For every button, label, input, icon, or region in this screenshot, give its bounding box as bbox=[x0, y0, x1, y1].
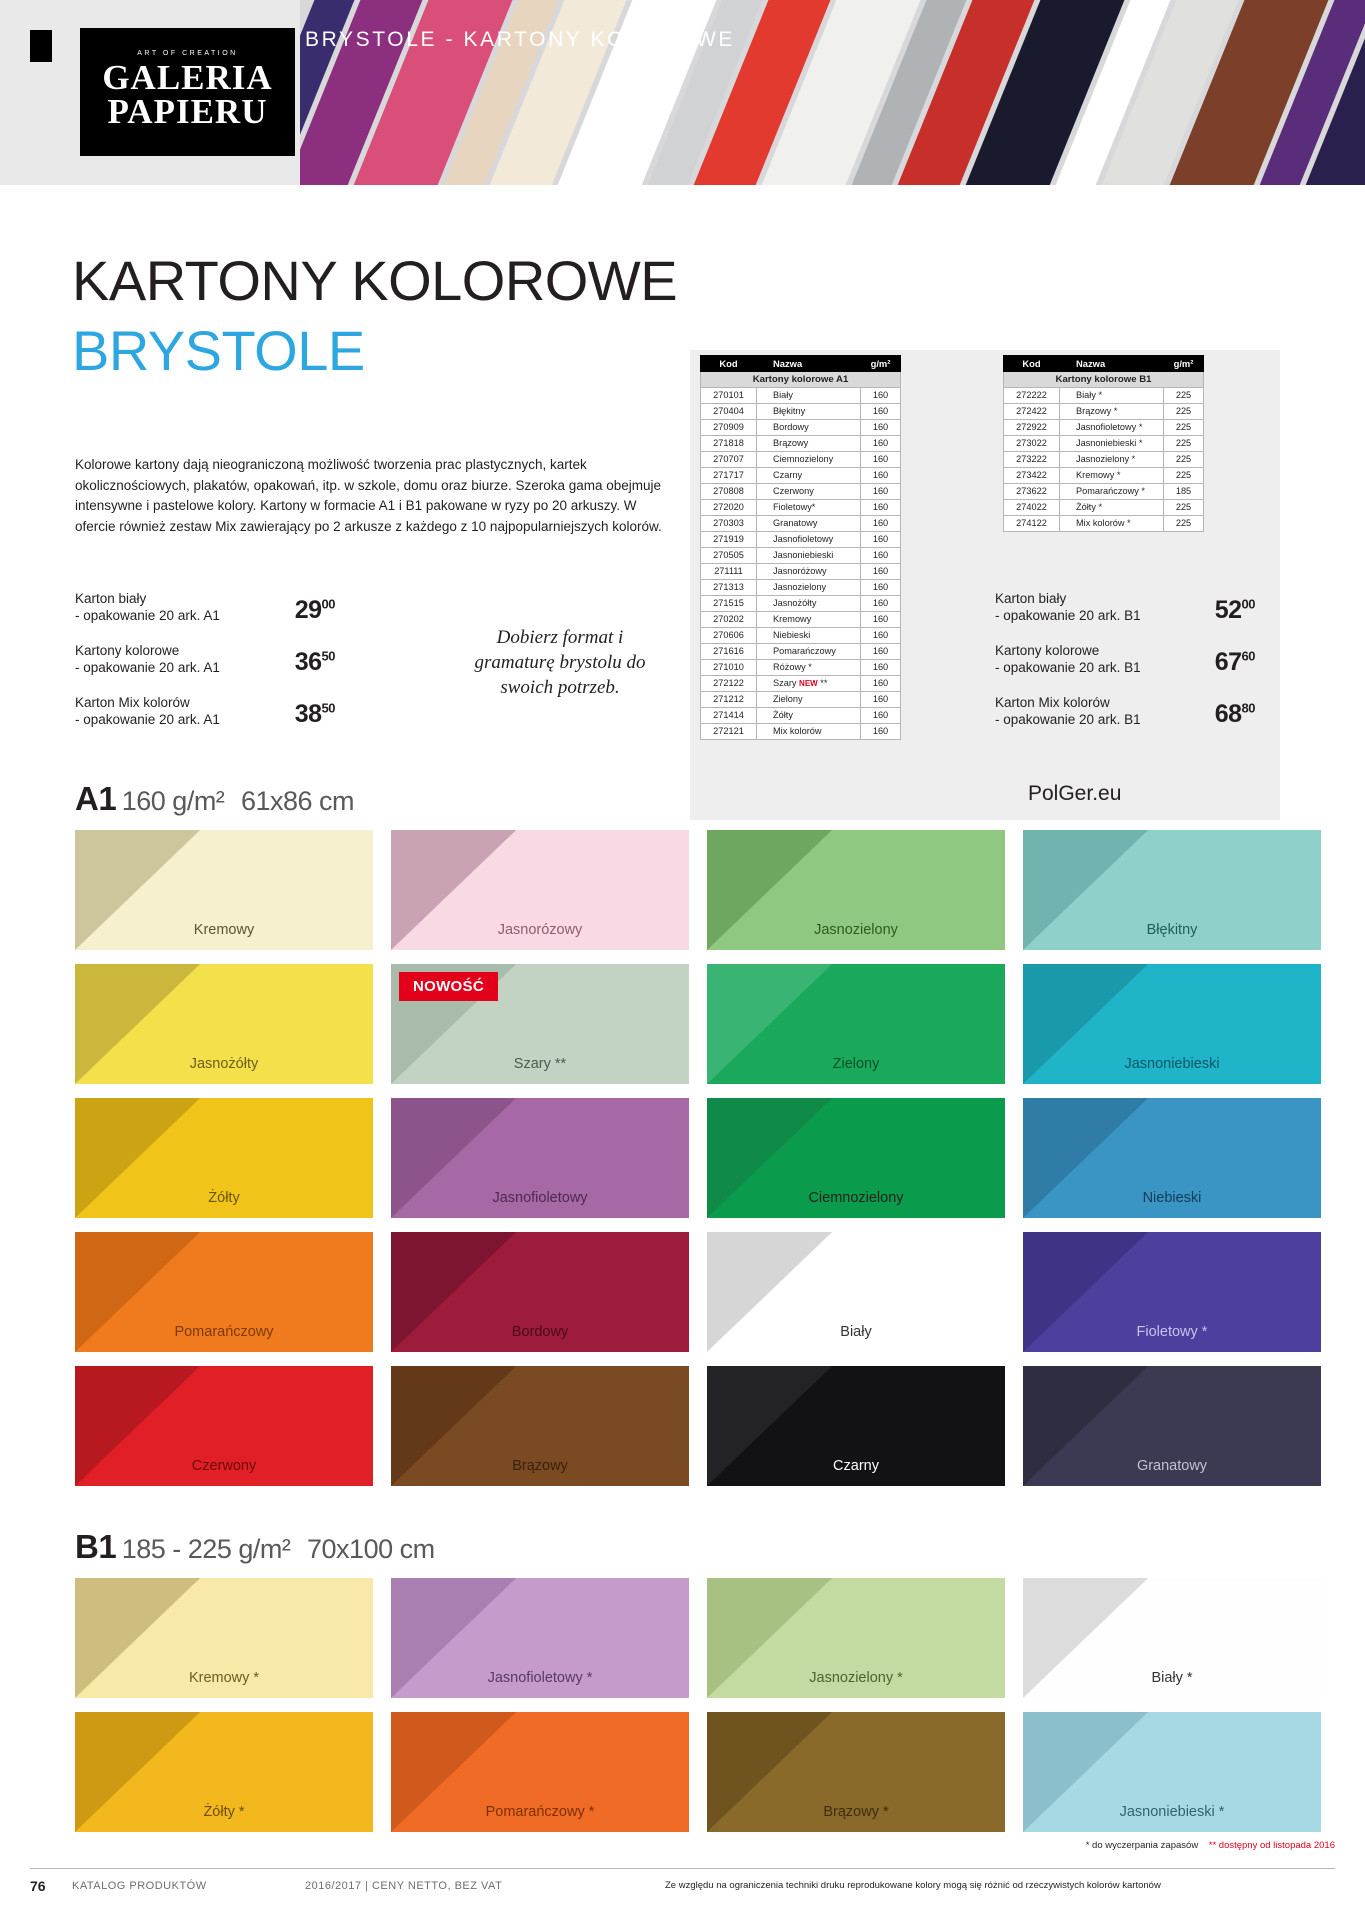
price-product-name: Karton biały bbox=[75, 591, 147, 606]
cell-name: Kremowy bbox=[757, 612, 861, 628]
cell-grammage: 160 bbox=[861, 404, 901, 420]
cell-name: Jasnoniebieski * bbox=[1060, 436, 1164, 452]
color-swatch[interactable] bbox=[75, 1098, 373, 1218]
cell-code: 273422 bbox=[1004, 468, 1060, 484]
logo-line-2: PAPIERU bbox=[107, 92, 268, 131]
cell-code: 271919 bbox=[701, 532, 757, 548]
cell-name: Pomarańczowy * bbox=[1060, 484, 1164, 500]
cell-name: Jasnofioletowy * bbox=[1060, 420, 1164, 436]
color-swatch[interactable] bbox=[707, 1098, 1005, 1218]
cell-name: Szary NEW ** bbox=[757, 676, 861, 692]
swatch-grid-a1 bbox=[75, 830, 1321, 1486]
swatch-label: Czarny bbox=[833, 1458, 879, 1474]
color-swatch[interactable] bbox=[1023, 1232, 1321, 1352]
color-swatch[interactable] bbox=[391, 1232, 689, 1352]
cell-grammage: 225 bbox=[1164, 436, 1204, 452]
cell-code: 270101 bbox=[701, 388, 757, 404]
price-package-desc: - opakowanie 20 ark. A1 bbox=[75, 608, 220, 623]
cell-code: 271818 bbox=[701, 436, 757, 452]
price-package-desc: - opakowanie 20 ark. A1 bbox=[75, 660, 220, 675]
new-badge: NOWOŚĆ bbox=[399, 972, 498, 1001]
color-swatch[interactable] bbox=[1023, 1712, 1321, 1832]
table-row bbox=[701, 468, 901, 484]
column-header: Kod bbox=[1004, 356, 1060, 372]
table-row bbox=[701, 644, 901, 660]
cell-grammage: 160 bbox=[861, 612, 901, 628]
table-row bbox=[701, 676, 901, 692]
cell-code: 270808 bbox=[701, 484, 757, 500]
cell-code: 272121 bbox=[701, 724, 757, 740]
price-b1-row bbox=[995, 642, 1325, 694]
color-swatch[interactable] bbox=[1023, 1578, 1321, 1698]
intro-paragraph: Kolorowe kartony dają nieograniczoną możliwość tworzenia prac plastycznych, kartek okolicznościowych, plakatów, opakowań, itp. w szkole, domu oraz biurze. Szeroka gama obejmuje intensywne i pastelowe kolory. Kartony w formacie A1 i B1 pakowane w ryzy po 20 arkuszy. W ofercie również zestaw Mix zawierający po 2 arkusze z każdego z 10 najpopularniejszych kolorów. bbox=[75, 457, 662, 534]
color-swatch[interactable] bbox=[391, 1098, 689, 1218]
swatch-label: Niebieski bbox=[1142, 1190, 1202, 1206]
cell-grammage: 160 bbox=[861, 388, 901, 404]
cell-grammage: 160 bbox=[861, 628, 901, 644]
cell-code: 271616 bbox=[701, 644, 757, 660]
color-swatch[interactable] bbox=[1023, 1098, 1321, 1218]
cell-grammage: 160 bbox=[861, 580, 901, 596]
table-row bbox=[1004, 388, 1204, 404]
cell-name: Różowy * bbox=[757, 660, 861, 676]
color-swatch[interactable] bbox=[75, 1712, 373, 1832]
swatch-label: Kremowy * bbox=[188, 1670, 260, 1686]
section-size-b1: 70x100 cm bbox=[307, 1534, 435, 1564]
cell-code: 270606 bbox=[701, 628, 757, 644]
price-value: $38^{50}$ bbox=[294, 700, 335, 728]
price-a1-row bbox=[75, 590, 405, 642]
swatch-label: Jasnozielony * bbox=[809, 1670, 903, 1686]
cell-code: 274022 bbox=[1004, 500, 1060, 516]
price-value: $36^{50}$ bbox=[294, 648, 335, 676]
table-subtitle: Kartony kolorowe A1 bbox=[701, 372, 901, 388]
cell-name: Jasnofioletowy bbox=[757, 532, 861, 548]
cell-name: Pomarańczowy bbox=[757, 644, 861, 660]
section-code-b1: B1 bbox=[75, 1528, 117, 1565]
cell-name: Jasnozielony bbox=[757, 580, 861, 596]
table-row bbox=[1004, 452, 1204, 468]
section-heading-a1 bbox=[75, 780, 354, 818]
table-b1-header-row bbox=[1004, 356, 1204, 372]
cell-grammage: 160 bbox=[861, 516, 901, 532]
cell-name: Czerwony bbox=[757, 484, 861, 500]
price-value: $68^{80}$ bbox=[1214, 700, 1255, 728]
swatch-label: Granatowy bbox=[1136, 1458, 1208, 1474]
swatch-label: Jasnożółty bbox=[189, 1056, 259, 1072]
brand-logo bbox=[80, 28, 295, 156]
cell-grammage: 225 bbox=[1164, 516, 1204, 532]
table-row bbox=[701, 484, 901, 500]
color-swatch[interactable] bbox=[707, 1232, 1005, 1352]
cell-code: 273622 bbox=[1004, 484, 1060, 500]
table-row bbox=[1004, 484, 1204, 500]
swatch-label: Jasnofioletowy * bbox=[487, 1670, 593, 1686]
color-swatch[interactable] bbox=[1023, 830, 1321, 950]
page-number: 76 bbox=[30, 1878, 46, 1894]
cell-code: 274122 bbox=[1004, 516, 1060, 532]
logo-subtitle: ART OF CREATION bbox=[137, 50, 238, 57]
price-list-b1 bbox=[995, 590, 1325, 746]
price-list-a1 bbox=[75, 590, 405, 746]
price-b1-row bbox=[995, 694, 1325, 746]
price-a1-row bbox=[75, 642, 405, 694]
cell-code: 270505 bbox=[701, 548, 757, 564]
table-subtitle: Kartony kolorowe B1 bbox=[1004, 372, 1204, 388]
color-swatch[interactable] bbox=[75, 1578, 373, 1698]
column-header: Nazwa bbox=[757, 356, 861, 372]
swatch-label: Szary ** bbox=[513, 1056, 567, 1072]
swatch-label: Jasnoniebieski * bbox=[1119, 1804, 1225, 1820]
color-swatch[interactable] bbox=[707, 1366, 1005, 1486]
swatch-grid-b1 bbox=[75, 1578, 1321, 1832]
table-row bbox=[701, 660, 901, 676]
cell-code: 270707 bbox=[701, 452, 757, 468]
color-swatch[interactable] bbox=[391, 1578, 689, 1698]
product-table-b1 bbox=[1003, 355, 1204, 532]
table-a1-header-row bbox=[701, 356, 901, 372]
swatch-label: Żółty * bbox=[203, 1804, 245, 1820]
page-title: KARTONY KOLOROWE bbox=[72, 249, 678, 312]
cell-code: 271313 bbox=[701, 580, 757, 596]
cell-code: 273022 bbox=[1004, 436, 1060, 452]
price-a1-row bbox=[75, 694, 405, 746]
price-product-name: Karton biały bbox=[995, 591, 1067, 606]
cell-code: 272122 bbox=[701, 676, 757, 692]
cell-grammage: 160 bbox=[861, 692, 901, 708]
cell-name: Czarny bbox=[757, 468, 861, 484]
left-tab-marker bbox=[30, 30, 52, 62]
cell-code: 271515 bbox=[701, 596, 757, 612]
swatch-label: Bordowy bbox=[511, 1324, 569, 1340]
cell-grammage: 160 bbox=[861, 548, 901, 564]
cell-name: Brązowy bbox=[757, 436, 861, 452]
cell-name: Ciemnozielony bbox=[757, 452, 861, 468]
table-row bbox=[701, 436, 901, 452]
swatch-label: Zielony bbox=[832, 1056, 880, 1072]
cell-grammage: 160 bbox=[861, 676, 901, 692]
logo-line-1: GALERIA bbox=[102, 58, 273, 97]
cell-grammage: 160 bbox=[861, 596, 901, 612]
section-heading-b1 bbox=[75, 1528, 435, 1566]
cell-code: 271414 bbox=[701, 708, 757, 724]
color-swatch[interactable] bbox=[707, 964, 1005, 1084]
price-value: $29^{00}$ bbox=[294, 596, 335, 624]
cell-grammage: 225 bbox=[1164, 388, 1204, 404]
column-header: g/m² bbox=[1164, 356, 1204, 372]
cell-grammage: 160 bbox=[861, 484, 901, 500]
footer-divider bbox=[30, 1868, 1335, 1869]
cell-name: Kremowy * bbox=[1060, 468, 1164, 484]
table-row bbox=[701, 564, 901, 580]
table-row bbox=[1004, 468, 1204, 484]
price-b1-row bbox=[995, 590, 1325, 642]
table-row bbox=[1004, 404, 1204, 420]
table-row bbox=[701, 532, 901, 548]
cell-name: Jasnoróżowy bbox=[757, 564, 861, 580]
swatch-label: Jasnozielony bbox=[814, 922, 898, 938]
cell-grammage: 225 bbox=[1164, 452, 1204, 468]
cell-grammage: 225 bbox=[1164, 420, 1204, 436]
swatch-label: Żółty bbox=[208, 1190, 240, 1206]
color-swatch[interactable] bbox=[391, 1366, 689, 1486]
cell-grammage: 160 bbox=[861, 564, 901, 580]
color-swatch[interactable] bbox=[391, 830, 689, 950]
table-row bbox=[701, 580, 901, 596]
cell-grammage: 160 bbox=[861, 532, 901, 548]
cell-code: 273222 bbox=[1004, 452, 1060, 468]
swatch-label: Błękitny bbox=[1146, 922, 1198, 938]
table-row bbox=[701, 724, 901, 740]
cell-name: Jasnozielony * bbox=[1060, 452, 1164, 468]
swatch-label: Biały bbox=[840, 1324, 872, 1340]
price-product-name: Karton Mix kolorów bbox=[75, 695, 190, 710]
table-row bbox=[701, 548, 901, 564]
column-header: Nazwa bbox=[1060, 356, 1164, 372]
cell-name: Żółty * bbox=[1060, 500, 1164, 516]
section-code-a1: A1 bbox=[75, 780, 117, 817]
color-swatch[interactable] bbox=[75, 830, 373, 950]
cell-name: Mix kolorów * bbox=[1060, 516, 1164, 532]
color-swatch[interactable] bbox=[391, 1712, 689, 1832]
color-swatch[interactable] bbox=[391, 964, 689, 1084]
swatch-label: Jasnoniebieski bbox=[1124, 1056, 1220, 1072]
price-product-name: Kartony kolorowe bbox=[75, 643, 180, 658]
cell-name: Bordowy bbox=[757, 420, 861, 436]
website-label: PolGer.eu bbox=[1028, 782, 1122, 805]
cell-grammage: 225 bbox=[1164, 468, 1204, 484]
cell-grammage: 160 bbox=[861, 500, 901, 516]
swatch-label: Brązowy bbox=[512, 1458, 568, 1474]
cell-name: Brązowy * bbox=[1060, 404, 1164, 420]
section-spec-b1: 185 - 225 g/m² bbox=[121, 1534, 291, 1564]
swatch-label: Jasnorózowy bbox=[497, 922, 583, 938]
cell-code: 272020 bbox=[701, 500, 757, 516]
price-package-desc: - opakowanie 20 ark. A1 bbox=[75, 712, 220, 727]
table-a1-subtitle-row bbox=[701, 372, 901, 388]
cell-grammage: 160 bbox=[861, 420, 901, 436]
cell-code: 272422 bbox=[1004, 404, 1060, 420]
cell-name: Biały * bbox=[1060, 388, 1164, 404]
color-swatch[interactable] bbox=[1023, 1366, 1321, 1486]
cell-code: 270303 bbox=[701, 516, 757, 532]
section-spec-a1: 160 g/m² bbox=[121, 786, 225, 816]
callout-bubble: Dobierz format i gramaturę brystolu do swoich potrzeb. bbox=[455, 570, 665, 755]
swatch-label: Brązowy * bbox=[823, 1804, 889, 1820]
cell-code: 271212 bbox=[701, 692, 757, 708]
cell-grammage: 160 bbox=[861, 724, 901, 740]
table-row bbox=[701, 708, 901, 724]
color-swatch[interactable] bbox=[1023, 964, 1321, 1084]
cell-name: Fioletowy* bbox=[757, 500, 861, 516]
cell-name: Zielony bbox=[757, 692, 861, 708]
price-value: $67^{60}$ bbox=[1214, 648, 1255, 676]
cell-grammage: 225 bbox=[1164, 404, 1204, 420]
cell-code: 270404 bbox=[701, 404, 757, 420]
table-row bbox=[1004, 516, 1204, 532]
table-row bbox=[701, 420, 901, 436]
column-header: g/m² bbox=[861, 356, 901, 372]
cell-grammage: 160 bbox=[861, 468, 901, 484]
table-row bbox=[1004, 420, 1204, 436]
footer-disclaimer: Ze względu na ograniczenia techniki druku reprodukowane kolory mogą się różnić od rzeczywistych kolorów kartonów bbox=[665, 1880, 1161, 1891]
cell-grammage: 160 bbox=[861, 660, 901, 676]
cell-grammage: 160 bbox=[861, 452, 901, 468]
cell-grammage: 225 bbox=[1164, 500, 1204, 516]
cell-name: Mix kolorów bbox=[757, 724, 861, 740]
price-package-desc: - opakowanie 20 ark. B1 bbox=[995, 660, 1141, 675]
price-value: $52^{00}$ bbox=[1214, 596, 1255, 624]
table-row bbox=[701, 388, 901, 404]
price-package-desc: - opakowanie 20 ark. B1 bbox=[995, 712, 1141, 727]
cell-name: Biały bbox=[757, 388, 861, 404]
swatch-label: Biały * bbox=[1151, 1670, 1193, 1686]
footer-meta: 2016/2017 | CENY NETTO, BEZ VAT bbox=[305, 1880, 503, 1892]
footer-catalog-label: KATALOG PRODUKTÓW bbox=[72, 1880, 207, 1892]
price-package-desc: - opakowanie 20 ark. B1 bbox=[995, 608, 1141, 623]
cell-code: 271111 bbox=[701, 564, 757, 580]
cell-code: 271010 bbox=[701, 660, 757, 676]
table-row bbox=[701, 596, 901, 612]
table-row bbox=[701, 692, 901, 708]
table-row bbox=[1004, 500, 1204, 516]
cell-name: Jasnożółty bbox=[757, 596, 861, 612]
cell-name: Granatowy bbox=[757, 516, 861, 532]
cell-name: Żółty bbox=[757, 708, 861, 724]
color-swatch[interactable] bbox=[75, 1232, 373, 1352]
page-subtitle: BRYSTOLE bbox=[72, 319, 365, 382]
table-row bbox=[701, 612, 901, 628]
swatch-label: Czerwony bbox=[191, 1458, 257, 1474]
cell-name: Błękitny bbox=[757, 404, 861, 420]
table-row bbox=[701, 628, 901, 644]
table-row bbox=[701, 500, 901, 516]
swatch-label: Jasnofioletowy bbox=[492, 1190, 588, 1206]
cell-name: Niebieski bbox=[757, 628, 861, 644]
footnotes bbox=[1086, 1840, 1335, 1851]
footnote-doublestar: ** dostępny od listopada 2016 bbox=[1208, 1840, 1335, 1851]
cell-code: 271717 bbox=[701, 468, 757, 484]
section-size-a1: 61x86 cm bbox=[240, 786, 355, 816]
color-swatch[interactable] bbox=[75, 1366, 373, 1486]
color-swatch[interactable] bbox=[75, 964, 373, 1084]
swatch-label: Ciemnozielony bbox=[808, 1190, 904, 1206]
header-title: BRYSTOLE - KARTONY KOLOROWE bbox=[305, 28, 736, 51]
product-table-a1 bbox=[700, 355, 901, 740]
cell-grammage: 160 bbox=[861, 436, 901, 452]
table-b1-subtitle-row bbox=[1004, 372, 1204, 388]
cell-grammage: 160 bbox=[861, 708, 901, 724]
cell-name: Jasnoniebieski bbox=[757, 548, 861, 564]
cell-grammage: 160 bbox=[861, 644, 901, 660]
color-swatch[interactable] bbox=[707, 830, 1005, 950]
swatch-label: Pomarańczowy * bbox=[485, 1804, 595, 1820]
table-row bbox=[701, 404, 901, 420]
table-row bbox=[1004, 436, 1204, 452]
color-swatch[interactable] bbox=[707, 1712, 1005, 1832]
footnote-star: * do wyczerpania zapasów bbox=[1085, 1840, 1199, 1851]
swatch-label: Fioletowy * bbox=[1136, 1324, 1208, 1340]
price-product-name: Karton Mix kolorów bbox=[995, 695, 1110, 710]
cell-code: 270202 bbox=[701, 612, 757, 628]
price-product-name: Kartony kolorowe bbox=[995, 643, 1100, 658]
table-row bbox=[701, 516, 901, 532]
color-swatch[interactable] bbox=[707, 1578, 1005, 1698]
cell-code: 270909 bbox=[701, 420, 757, 436]
cell-code: 272222 bbox=[1004, 388, 1060, 404]
cell-code: 272922 bbox=[1004, 420, 1060, 436]
swatch-label: Kremowy bbox=[193, 922, 255, 938]
column-header: Kod bbox=[701, 356, 757, 372]
swatch-label: Pomarańczowy bbox=[174, 1324, 274, 1340]
cell-grammage: 185 bbox=[1164, 484, 1204, 500]
table-row bbox=[701, 452, 901, 468]
